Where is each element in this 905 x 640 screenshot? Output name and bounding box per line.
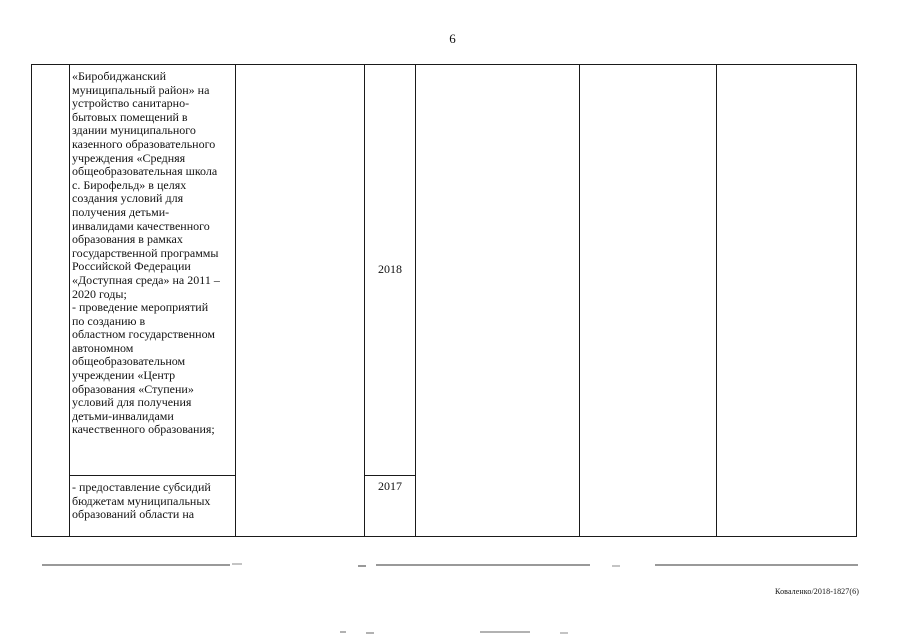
year-cell: 2018 bbox=[365, 65, 416, 476]
measure-description: - предоставление субсидий бюджетам муниципальных образований области на bbox=[72, 480, 211, 522]
measure-description-cell bbox=[70, 65, 236, 476]
measure-description: «Биробиджанский муниципальный район» на устройство санитарно- бытовых помещений в здании муниципального казенного образовательного учреждения «Средняя общеобразовательная школа с. Бирофельд» в целях создания условий для получения детьми- инвалидами качественного образования в рамках государственной программы Российской Федерации «Доступная среда» на 2011 – 2020 годы; - проведение мероприятий по созданию в областном государственном автономном общеобразовательном учреждении «Центр образования «Ступени» условий для получения детьми-инвалидами качественного образования; bbox=[72, 69, 220, 437]
empty-cell bbox=[717, 65, 857, 537]
measure-description-cell bbox=[70, 476, 236, 537]
empty-cell bbox=[416, 65, 580, 537]
table-row bbox=[32, 65, 857, 476]
document-code: Коваленко/2018-1827(6) bbox=[775, 587, 859, 596]
empty-cell bbox=[580, 65, 717, 537]
program-table bbox=[31, 64, 857, 537]
page-number: 6 bbox=[449, 31, 456, 46]
year-cell: 2017 bbox=[365, 476, 416, 537]
row-number-cell bbox=[32, 65, 70, 537]
empty-cell bbox=[236, 65, 365, 537]
